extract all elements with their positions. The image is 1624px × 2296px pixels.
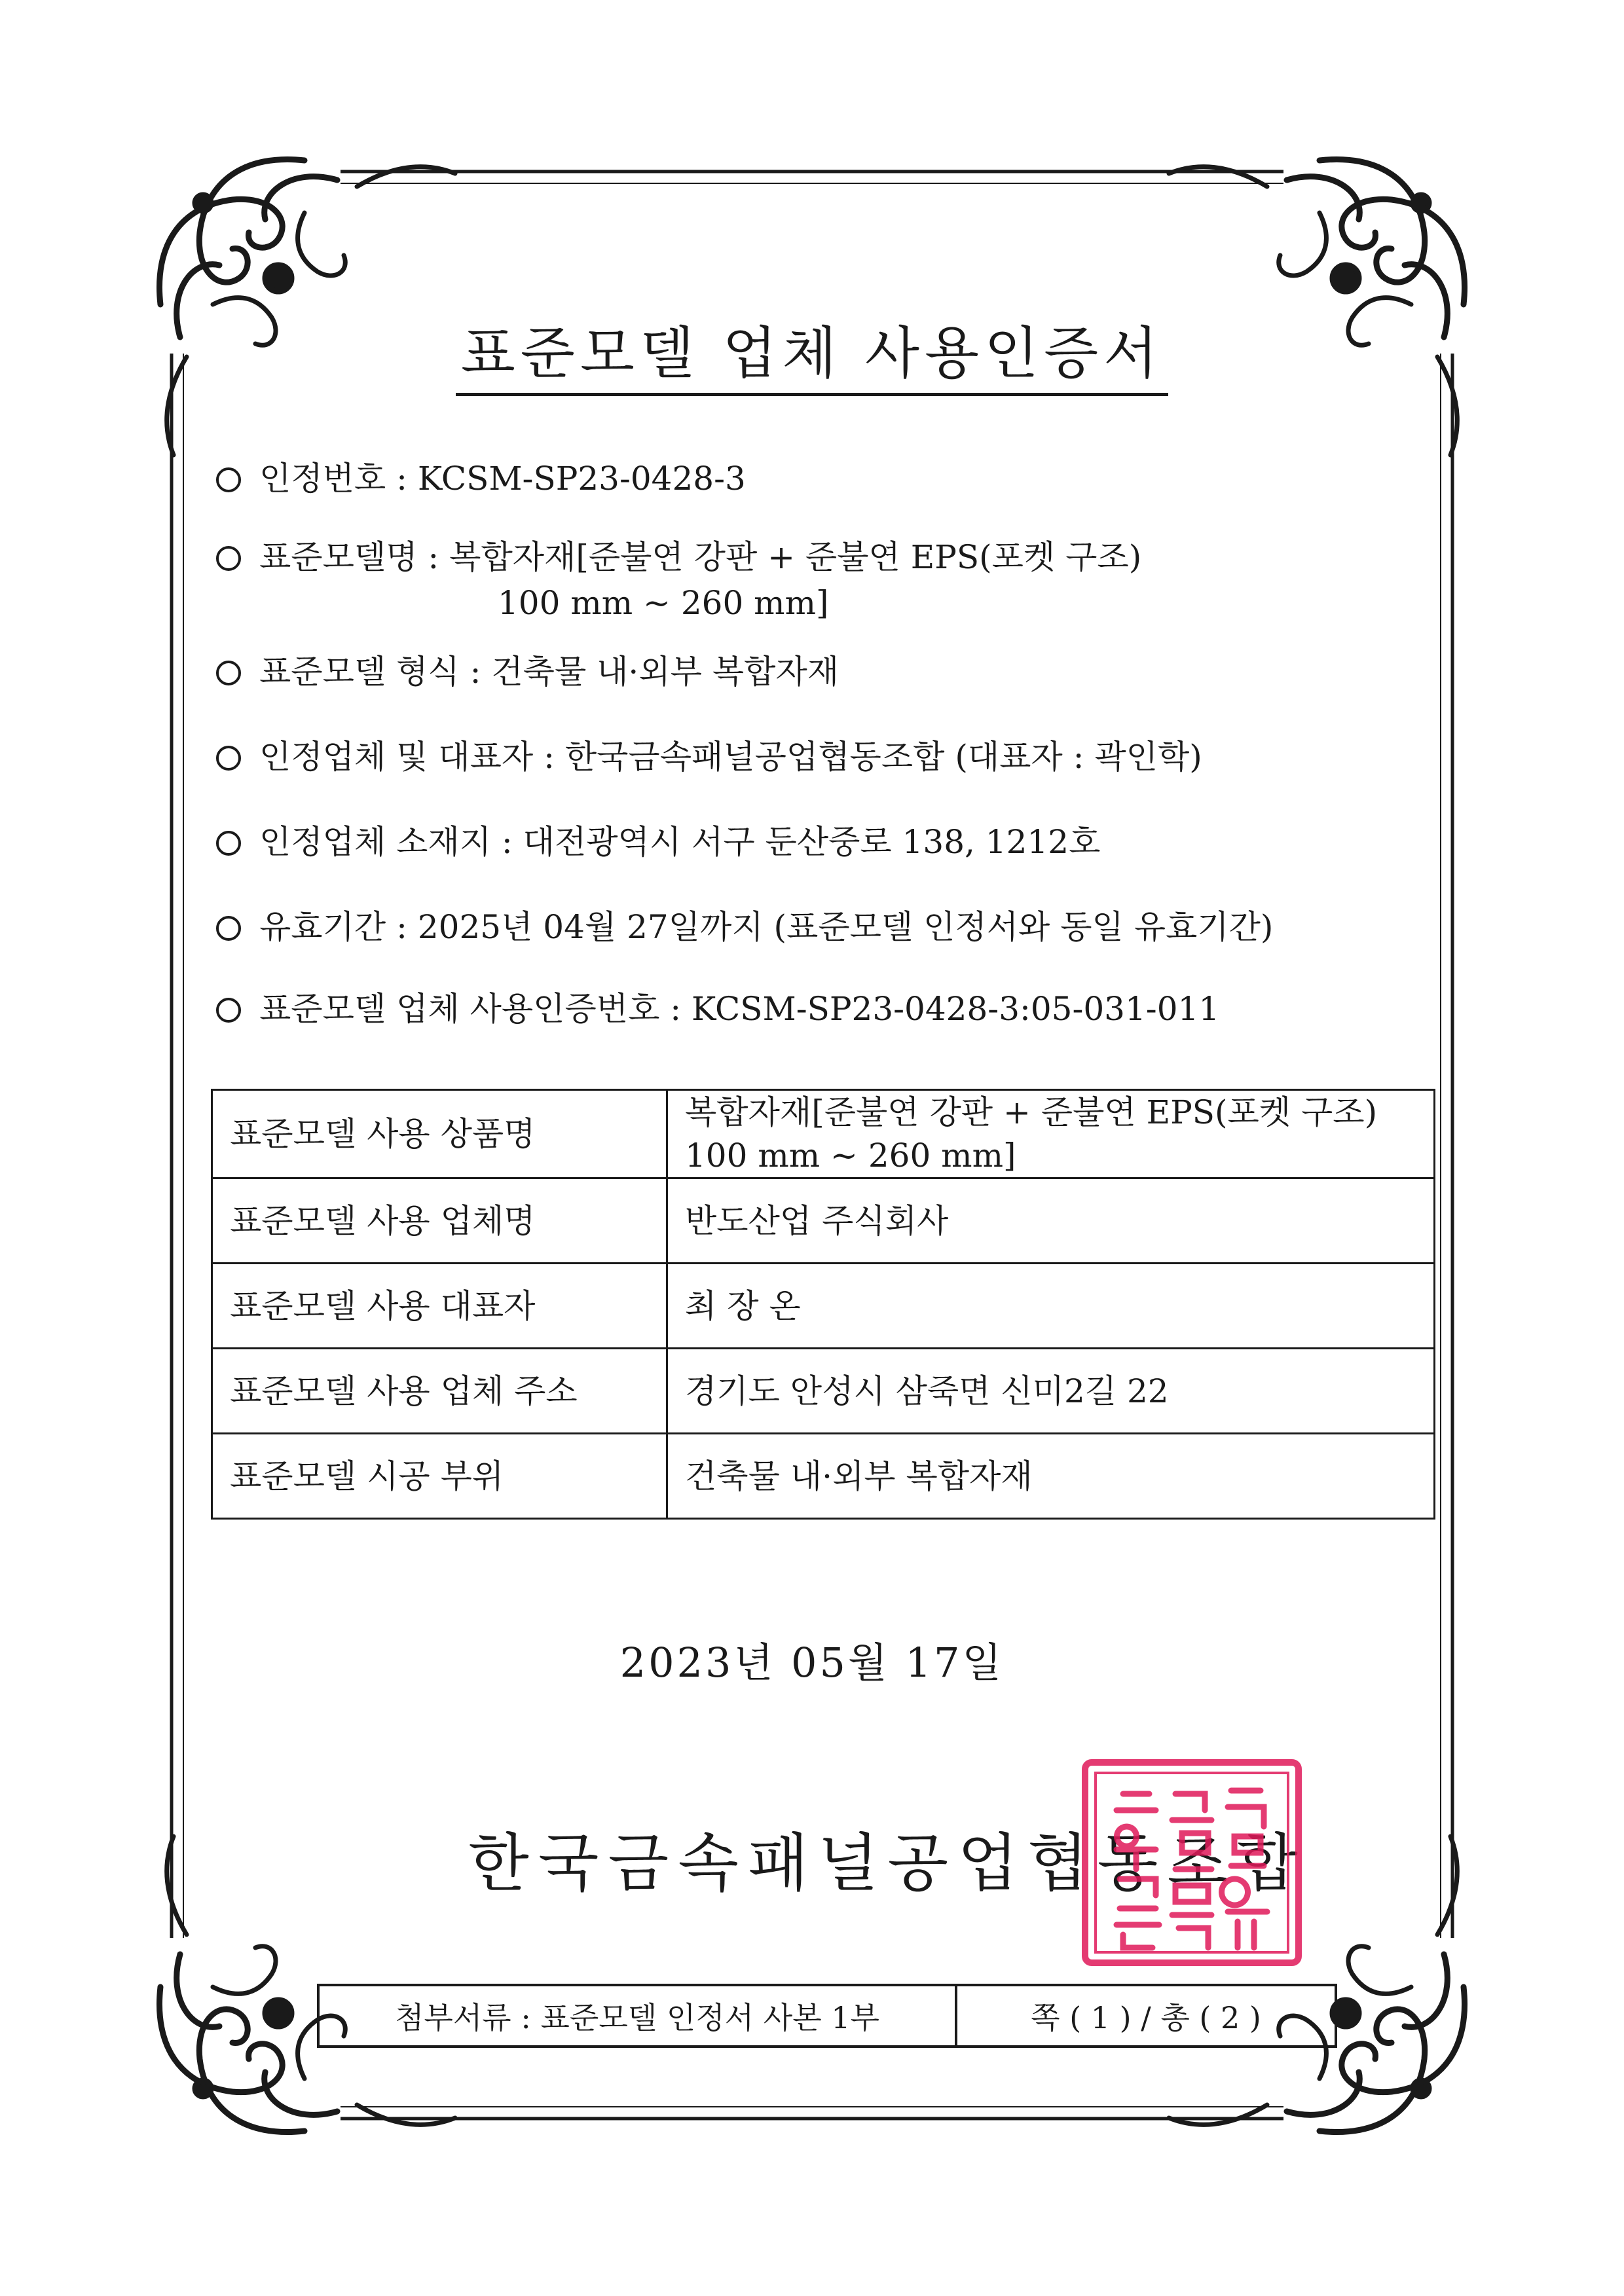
model-name-continuation: 100 mm ~ 260 mm]: [498, 584, 829, 622]
table-row: [212, 1434, 1435, 1519]
bullet-circle-icon: [216, 546, 241, 571]
table-row: [212, 1178, 1435, 1264]
attachment-note: 첨부서류 : 표준모델 인정서 사본 1부: [320, 1986, 957, 2045]
table-value: 최 장 온: [667, 1264, 1435, 1349]
table-value: 경기도 안성시 삼죽면 신미2길 22: [667, 1349, 1435, 1434]
model-name-item: 표준모델명 : 복합자재[준불연 강판 + 준불연 EPS(포켓 구조): [216, 534, 1141, 581]
item-label: 표준모델 형식: [259, 653, 460, 691]
table-value: 복합자재[준불연 강판 + 준불연 EPS(포켓 구조) 100 mm ~ 260 mm]: [667, 1090, 1435, 1178]
table-key: 표준모델 시공 부위: [212, 1434, 667, 1519]
bullet-circle-icon: [216, 831, 241, 856]
item-label: 표준모델명: [259, 538, 418, 576]
usage-cert-number-item: 표준모델 업체 사용인증번호 : KCSM-SP23-0428-3:05-031-011: [216, 985, 1219, 1032]
table-row: [212, 1349, 1435, 1434]
item-label: 인정업체 소재지: [259, 823, 491, 861]
table-key: 표준모델 사용 대표자: [212, 1264, 667, 1349]
bullet-circle-icon: [216, 916, 241, 941]
table-key: 표준모델 사용 업체명: [212, 1178, 667, 1264]
page-title: [0, 308, 1624, 389]
table-value: 건축물 내·외부 복합자재: [667, 1434, 1435, 1519]
cert-number-item: 인정번호 : KCSM-SP23-0428-3: [216, 455, 746, 502]
item-value: 2025년 04월 27일까지 (표준모델 인정서와 동일 유효기간): [417, 908, 1274, 946]
item-label: 표준모델 업체 사용인증번호: [259, 990, 660, 1028]
table-key: 표준모델 사용 상품명: [212, 1090, 667, 1178]
bullet-circle-icon: [216, 661, 241, 685]
certified-company-item: 인정업체 및 대표자 : 한국금속패널공업협동조합 (대표자 : 곽인학): [216, 733, 1202, 780]
page-indicator: 쪽 ( 1 ) / 총 ( 2 ): [1031, 2000, 1261, 2035]
item-value: 건축물 내·외부 복합자재: [491, 653, 840, 691]
item-label: 인정업체 및 대표자: [259, 738, 534, 776]
page-title-text: 표준모델 업체 사용인증서: [456, 321, 1169, 396]
table-row: [212, 1090, 1435, 1178]
bullet-circle-icon: [216, 998, 241, 1023]
item-value: 복합자재[준불연 강판 + 준불연 EPS(포켓 구조): [449, 538, 1142, 576]
company-address-item: 인정업체 소재지 : 대전광역시 서구 둔산중로 138, 1212호: [216, 818, 1100, 866]
item-value: 대전광역시 서구 둔산중로 138, 1212호: [523, 823, 1101, 861]
footer-box: [317, 1984, 1337, 2048]
item-value: KCSM-SP23-0428-3: [417, 460, 746, 498]
table-key: 표준모델 사용 업체 주소: [212, 1349, 667, 1434]
issue-date: 2023년 05월 17일: [619, 1639, 1005, 1686]
item-label: 인정번호: [259, 460, 386, 498]
model-type-item: 표준모델 형식 : 건축물 내·외부 복합자재: [216, 648, 839, 695]
item-value: KCSM-SP23-0428-3:05-031-011: [692, 990, 1220, 1028]
table-row: [212, 1264, 1435, 1349]
usage-info-table: [211, 1089, 1435, 1520]
seal-stamp-icon: [1077, 1755, 1306, 1971]
validity-period-item: 유효기간 : 2025년 04월 27일까지 (표준모델 인정서와 동일 유효기간): [216, 903, 1273, 951]
item-value: 한국금속패널공업협동조합 (대표자 : 곽인학): [564, 738, 1202, 776]
issuer-name: 한국금속패널공업협동조합: [468, 1827, 1307, 1900]
table-value: 반도산업 주식회사: [667, 1178, 1435, 1264]
bullet-circle-icon: [216, 467, 241, 492]
item-label: 유효기간: [259, 908, 386, 946]
bullet-circle-icon: [216, 746, 241, 771]
